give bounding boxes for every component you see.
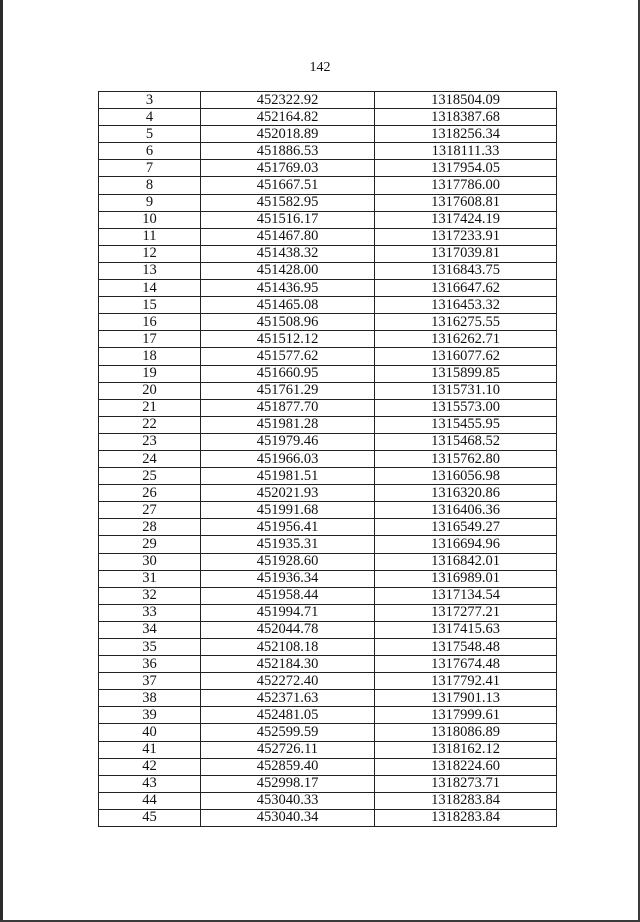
x-coordinate-cell: 452599.59 (201, 724, 375, 741)
point-number-cell: 25 (99, 468, 201, 485)
x-coordinate-cell: 451577.62 (201, 348, 375, 365)
point-number-cell: 34 (99, 621, 201, 638)
x-coordinate-cell: 451981.51 (201, 468, 375, 485)
x-coordinate-cell: 451438.32 (201, 245, 375, 262)
y-coordinate-cell: 1315899.85 (375, 365, 557, 382)
table-row (99, 468, 557, 485)
y-coordinate-cell: 1316694.96 (375, 536, 557, 553)
point-number-cell: 40 (99, 724, 201, 741)
point-number-cell: 26 (99, 485, 201, 502)
y-coordinate-cell: 1315762.80 (375, 450, 557, 467)
x-coordinate-cell: 451508.96 (201, 314, 375, 331)
y-coordinate-cell: 1315468.52 (375, 433, 557, 450)
x-coordinate-cell: 452322.92 (201, 92, 375, 109)
point-number-cell: 10 (99, 211, 201, 228)
point-number-cell: 28 (99, 519, 201, 536)
x-coordinate-cell: 452021.93 (201, 485, 375, 502)
point-number-cell: 38 (99, 690, 201, 707)
table-row (99, 331, 557, 348)
table-row (99, 92, 557, 109)
table-row (99, 741, 557, 758)
y-coordinate-cell: 1315731.10 (375, 382, 557, 399)
point-number-cell: 42 (99, 758, 201, 775)
x-coordinate-cell: 451966.03 (201, 450, 375, 467)
y-coordinate-cell: 1315455.95 (375, 416, 557, 433)
y-coordinate-cell: 1317792.41 (375, 673, 557, 690)
point-number-cell: 32 (99, 587, 201, 604)
table-row (99, 502, 557, 519)
x-coordinate-cell: 451516.17 (201, 211, 375, 228)
table-row (99, 416, 557, 433)
x-coordinate-cell: 451886.53 (201, 143, 375, 160)
table-row (99, 143, 557, 160)
point-number-cell: 31 (99, 570, 201, 587)
table-row (99, 809, 557, 826)
x-coordinate-cell: 453040.34 (201, 809, 375, 826)
point-number-cell: 15 (99, 297, 201, 314)
x-coordinate-cell: 451428.00 (201, 262, 375, 279)
y-coordinate-cell: 1318273.71 (375, 775, 557, 792)
table-row (99, 348, 557, 365)
y-coordinate-cell: 1317548.48 (375, 639, 557, 656)
x-coordinate-cell: 452164.82 (201, 109, 375, 126)
table-row (99, 365, 557, 382)
y-coordinate-cell: 1316077.62 (375, 348, 557, 365)
y-coordinate-cell: 1317608.81 (375, 194, 557, 211)
coordinates-table (98, 91, 557, 827)
x-coordinate-cell: 452726.11 (201, 741, 375, 758)
y-coordinate-cell: 1316843.75 (375, 262, 557, 279)
x-coordinate-cell: 451994.71 (201, 604, 375, 621)
y-coordinate-cell: 1318387.68 (375, 109, 557, 126)
point-number-cell: 9 (99, 194, 201, 211)
x-coordinate-cell: 451958.44 (201, 587, 375, 604)
y-coordinate-cell: 1318504.09 (375, 92, 557, 109)
point-number-cell: 17 (99, 331, 201, 348)
table-row (99, 570, 557, 587)
table-row (99, 262, 557, 279)
point-number-cell: 23 (99, 433, 201, 450)
y-coordinate-cell: 1316842.01 (375, 553, 557, 570)
y-coordinate-cell: 1318283.84 (375, 792, 557, 809)
table-row (99, 690, 557, 707)
x-coordinate-cell: 451956.41 (201, 519, 375, 536)
y-coordinate-cell: 1316056.98 (375, 468, 557, 485)
point-number-cell: 36 (99, 656, 201, 673)
table-row (99, 519, 557, 536)
table-row (99, 228, 557, 245)
x-coordinate-cell: 452108.18 (201, 639, 375, 656)
table-row (99, 792, 557, 809)
point-number-cell: 20 (99, 382, 201, 399)
table-row (99, 553, 557, 570)
x-coordinate-cell: 452044.78 (201, 621, 375, 638)
point-number-cell: 37 (99, 673, 201, 690)
y-coordinate-cell: 1315573.00 (375, 399, 557, 416)
table-row (99, 245, 557, 262)
point-number-cell: 29 (99, 536, 201, 553)
point-number-cell: 39 (99, 707, 201, 724)
table-row (99, 775, 557, 792)
y-coordinate-cell: 1316989.01 (375, 570, 557, 587)
y-coordinate-cell: 1318162.12 (375, 741, 557, 758)
coordinates-table-body (99, 92, 557, 827)
point-number-cell: 24 (99, 450, 201, 467)
point-number-cell: 19 (99, 365, 201, 382)
table-row (99, 604, 557, 621)
y-coordinate-cell: 1317424.19 (375, 211, 557, 228)
table-row (99, 673, 557, 690)
point-number-cell: 12 (99, 245, 201, 262)
y-coordinate-cell: 1316549.27 (375, 519, 557, 536)
x-coordinate-cell: 451582.95 (201, 194, 375, 211)
x-coordinate-cell: 452184.30 (201, 656, 375, 673)
page-number: 142 (309, 60, 331, 75)
y-coordinate-cell: 1317954.05 (375, 160, 557, 177)
y-coordinate-cell: 1318111.33 (375, 143, 557, 160)
y-coordinate-cell: 1317786.00 (375, 177, 557, 194)
x-coordinate-cell: 452272.40 (201, 673, 375, 690)
table-row (99, 314, 557, 331)
x-coordinate-cell: 451877.70 (201, 399, 375, 416)
point-number-cell: 22 (99, 416, 201, 433)
point-number-cell: 6 (99, 143, 201, 160)
point-number-cell: 41 (99, 741, 201, 758)
point-number-cell: 18 (99, 348, 201, 365)
x-coordinate-cell: 451667.51 (201, 177, 375, 194)
table-row (99, 587, 557, 604)
table-row (99, 211, 557, 228)
point-number-cell: 13 (99, 262, 201, 279)
table-row (99, 297, 557, 314)
point-number-cell: 7 (99, 160, 201, 177)
table-row (99, 399, 557, 416)
point-number-cell: 27 (99, 502, 201, 519)
x-coordinate-cell: 451467.80 (201, 228, 375, 245)
x-coordinate-cell: 452371.63 (201, 690, 375, 707)
x-coordinate-cell: 451935.31 (201, 536, 375, 553)
point-number-cell: 14 (99, 280, 201, 297)
y-coordinate-cell: 1317039.81 (375, 245, 557, 262)
y-coordinate-cell: 1317233.91 (375, 228, 557, 245)
point-number-cell: 35 (99, 639, 201, 656)
point-number-cell: 16 (99, 314, 201, 331)
point-number-cell: 3 (99, 92, 201, 109)
point-number-cell: 4 (99, 109, 201, 126)
point-number-cell: 44 (99, 792, 201, 809)
y-coordinate-cell: 1317277.21 (375, 604, 557, 621)
x-coordinate-cell: 452998.17 (201, 775, 375, 792)
table-row (99, 758, 557, 775)
y-coordinate-cell: 1318283.84 (375, 809, 557, 826)
y-coordinate-cell: 1316406.36 (375, 502, 557, 519)
table-row (99, 621, 557, 638)
x-coordinate-cell: 451769.03 (201, 160, 375, 177)
y-coordinate-cell: 1317134.54 (375, 587, 557, 604)
x-coordinate-cell: 452481.05 (201, 707, 375, 724)
x-coordinate-cell: 453040.33 (201, 792, 375, 809)
y-coordinate-cell: 1316453.32 (375, 297, 557, 314)
table-row (99, 433, 557, 450)
table-row (99, 126, 557, 143)
table-row (99, 656, 557, 673)
x-coordinate-cell: 452018.89 (201, 126, 375, 143)
y-coordinate-cell: 1318224.60 (375, 758, 557, 775)
x-coordinate-cell: 452859.40 (201, 758, 375, 775)
x-coordinate-cell: 451981.28 (201, 416, 375, 433)
y-coordinate-cell: 1317415.63 (375, 621, 557, 638)
y-coordinate-cell: 1316647.62 (375, 280, 557, 297)
table-row (99, 109, 557, 126)
x-coordinate-cell: 451465.08 (201, 297, 375, 314)
x-coordinate-cell: 451512.12 (201, 331, 375, 348)
point-number-cell: 21 (99, 399, 201, 416)
x-coordinate-cell: 451936.34 (201, 570, 375, 587)
y-coordinate-cell: 1317999.61 (375, 707, 557, 724)
x-coordinate-cell: 451979.46 (201, 433, 375, 450)
y-coordinate-cell: 1317901.13 (375, 690, 557, 707)
y-coordinate-cell: 1318256.34 (375, 126, 557, 143)
table-row (99, 707, 557, 724)
y-coordinate-cell: 1318086.89 (375, 724, 557, 741)
table-row (99, 160, 557, 177)
table-row (99, 382, 557, 399)
point-number-cell: 45 (99, 809, 201, 826)
table-row (99, 724, 557, 741)
x-coordinate-cell: 451436.95 (201, 280, 375, 297)
table-row (99, 485, 557, 502)
x-coordinate-cell: 451928.60 (201, 553, 375, 570)
table-row (99, 177, 557, 194)
table-row (99, 280, 557, 297)
point-number-cell: 43 (99, 775, 201, 792)
table-row (99, 450, 557, 467)
table-row (99, 194, 557, 211)
x-coordinate-cell: 451761.29 (201, 382, 375, 399)
point-number-cell: 33 (99, 604, 201, 621)
x-coordinate-cell: 451991.68 (201, 502, 375, 519)
scan-edge-left (0, 0, 3, 922)
y-coordinate-cell: 1317674.48 (375, 656, 557, 673)
y-coordinate-cell: 1316320.86 (375, 485, 557, 502)
x-coordinate-cell: 451660.95 (201, 365, 375, 382)
point-number-cell: 11 (99, 228, 201, 245)
point-number-cell: 5 (99, 126, 201, 143)
table-row (99, 639, 557, 656)
table-row (99, 536, 557, 553)
point-number-cell: 30 (99, 553, 201, 570)
point-number-cell: 8 (99, 177, 201, 194)
y-coordinate-cell: 1316275.55 (375, 314, 557, 331)
y-coordinate-cell: 1316262.71 (375, 331, 557, 348)
